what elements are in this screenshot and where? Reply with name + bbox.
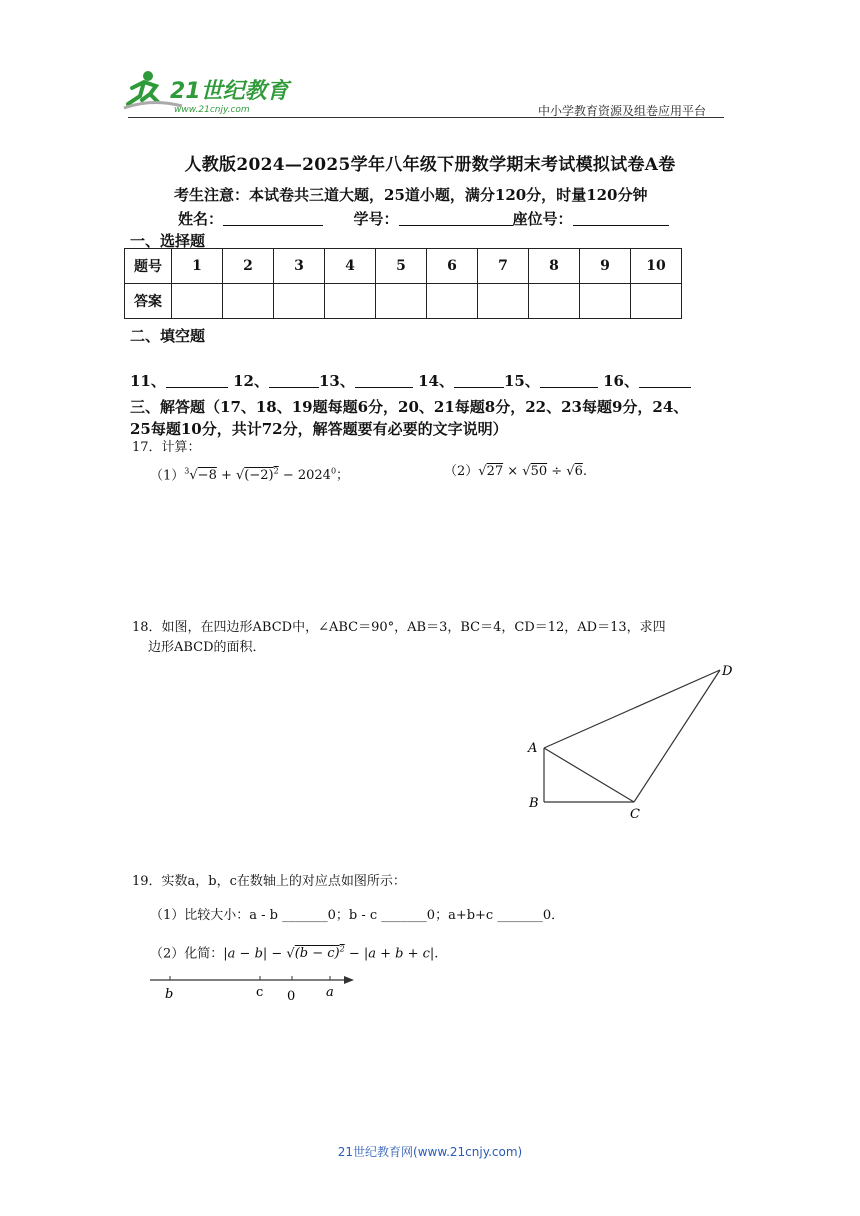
label-c: C [630,807,640,820]
logo-runner-icon [122,68,292,116]
header-divider [128,117,724,118]
label-a: A [528,741,538,756]
answer-cell[interactable] [631,284,682,319]
svg-text:21世纪教育: 21世纪教育 [170,79,289,104]
fill-blank[interactable] [454,373,504,388]
fill-label: 16、 [603,372,639,390]
q18-text [132,618,752,658]
fill-label: 11、 [130,372,166,390]
section-3-line-2: 25每题10分，共计72分，解答题要有必要的文字说明） [130,420,508,438]
label-d: D [722,664,733,679]
q18-line-1: 18．如图，在四边形ABCD中，∠ABC＝90°，AB＝3，BC＝4，CD＝12，AD＝13，求四 [132,620,666,635]
question-number: 9 [580,249,631,284]
answer-cell[interactable] [325,284,376,319]
q19-stem: 19．实数a，b，c在数轴上的对应点如图所示： [132,874,406,889]
row-label-answer: 答案 [125,284,172,319]
q17-stem: 17．计算： [132,440,201,455]
fill-blank[interactable] [355,373,413,388]
number-label: 学号： [353,210,399,228]
fill-label: 12、 [233,372,269,390]
answer-cell[interactable] [529,284,580,319]
name-blank[interactable] [223,211,323,226]
answer-cell[interactable] [223,284,274,319]
answer-cell[interactable] [172,284,223,319]
q17-expression-1: $^3√-8 + √(-2)^2 - 2024^0$； [184,467,350,484]
answer-cell[interactable] [274,284,325,319]
question-number: 10 [631,249,682,284]
svg-text:www.21cnjy.com: www.21cnjy.com [174,105,250,115]
axis-label-zero: 0 [287,989,296,1004]
section-3-heading [130,396,750,440]
fill-blanks-row [130,370,691,391]
number-blank[interactable] [399,211,513,226]
footer-link[interactable]: 21世纪教育网(www.21cnjy.com) [337,1145,523,1159]
q19-part-2 [150,940,438,964]
platform-label: 中小学教育资源及组卷应用平台 [538,104,707,118]
seat-label: 座位号： [512,210,573,228]
fill-blank[interactable] [540,373,598,388]
section-3-line-1: 三、解答题（17、18、19题每题6分，20、21每题8分，22、23每题9分，24、 [130,398,689,416]
q17-part-1 [150,462,349,486]
section-1-heading: 一、选择题 [130,232,206,250]
question-number: 5 [376,249,427,284]
segment-ac [544,748,634,802]
question-number: 1 [172,249,223,284]
fill-blank[interactable] [269,373,319,388]
quadrilateral-figure [522,660,742,820]
question-number: 3 [274,249,325,284]
section-2-heading: 二、填空题 [130,327,206,345]
q19-expression: $|a - b| - √(b - c)^2 - |a + b + c|$. [223,945,439,962]
q17-expression-2: √27 × √50 ÷ √6. [478,464,587,479]
page-title: 人教版2024—2025学年八年级下册数学期末考试模拟试卷A卷 [184,155,676,175]
answer-table [124,248,682,319]
q17-part-2 [444,462,587,482]
segment-ad [544,670,720,748]
answer-cell[interactable] [376,284,427,319]
answer-cell[interactable] [580,284,631,319]
axis-label-b: b [165,987,174,1002]
seat-blank[interactable] [573,211,669,226]
q19-part-1: （1）比较大小：a - b _______0；b - c _______0；a+b+c _______0． [150,908,565,923]
fill-blank[interactable] [639,373,691,388]
question-number: 2 [223,249,274,284]
answer-cell[interactable] [478,284,529,319]
axis-label-a: a [326,985,334,1000]
arrow-right-icon [344,976,354,984]
question-number: 7 [478,249,529,284]
fill-blank[interactable] [166,373,228,388]
segment-dc [634,670,720,802]
question-number: 8 [529,249,580,284]
table-row [125,284,682,319]
fill-label: 14、 [418,372,454,390]
row-label-number: 题号 [125,249,172,284]
name-label: 姓名： [178,210,224,228]
q18-line-2: 边形ABCD的面积． [148,640,266,655]
label-b: B [529,796,539,811]
question-number: 6 [427,249,478,284]
fill-label: 13、 [318,372,355,390]
q17-part-2-label: （2） [444,464,479,479]
q17-part-1-label: （1） [150,468,185,484]
exam-notice: 考生注意：本试卷共三道大题，25道小题，满分120分，时量120分钟 [174,186,648,204]
student-info [178,208,669,229]
answer-cell[interactable] [427,284,478,319]
axis-label-c: c [256,985,264,1000]
table-row [125,249,682,284]
q19-part-2-label: （2）化简： [150,946,224,962]
number-line [148,970,368,1004]
question-number: 4 [325,249,376,284]
logo [122,68,292,120]
fill-label: 15、 [503,372,540,390]
